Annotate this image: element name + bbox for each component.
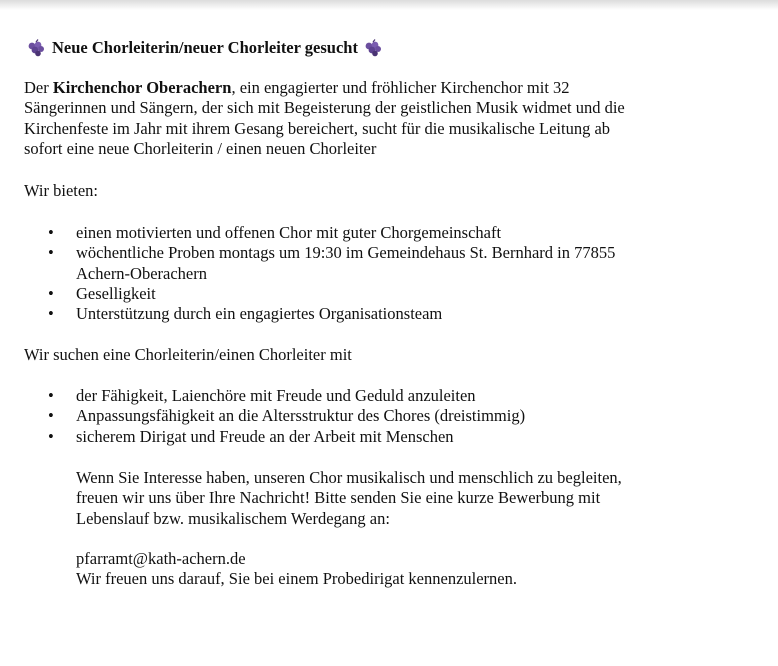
intro-line: Kirchenfeste im Jahr mit ihrem Gesang bereichert, sucht für die musikalische Leitung ab <box>24 118 611 138</box>
list-item <box>24 223 704 243</box>
list-item <box>24 304 704 324</box>
list-item-text: einen motivierten und offenen Chor mit guter Chorgemeinschaft <box>76 223 502 242</box>
closing-final: Wir freuen uns darauf, Sie bei einem Probedirigat kennenzulernen. <box>76 569 518 589</box>
seek-list <box>24 386 704 447</box>
bullet: • <box>48 426 54 446</box>
intro-line1-rest: , ein engagierter und fröhlicher Kirchenchor mit 32 <box>231 78 570 97</box>
bullet: • <box>48 406 54 426</box>
grape-icon <box>363 39 383 57</box>
list-item-text: sicherem Dirigat und Freude an der Arbeit mit Menschen <box>76 426 454 446</box>
choir-name: Kirchenchor Oberachern <box>52 78 232 97</box>
offer-heading: Wir bieten: <box>24 181 99 200</box>
seek-heading: Wir suchen eine Chorleiterin/einen Chorleiter mit <box>24 345 352 364</box>
list-item-text: Unterstützung durch ein engagiertes Organisationsteam <box>76 304 443 324</box>
intro-line: sofort eine neue Chorleiterin / einen neuen Chorleiter <box>24 138 377 158</box>
list-item-text: wöchentliche Proben montags um 19:30 im Gemeindehaus St. Bernhard in 77855 <box>76 243 616 263</box>
closing-line: Lebenslauf bzw. musikalischem Werdegang an: <box>76 508 390 528</box>
list-item-text: der Fähigkeit, Laienchöre mit Freude und Geduld anzuleiten <box>76 386 476 405</box>
closing-paragraph <box>76 468 716 529</box>
list-item-text: Anpassungsfähigkeit an die Altersstruktur des Chores (dreistimmig) <box>76 406 526 426</box>
list-item <box>24 284 704 304</box>
bullet: • <box>48 223 54 242</box>
closing-line: Wenn Sie Interesse haben, unseren Chor musikalisch und menschlich zu begleiten, <box>76 468 622 487</box>
grape-icon <box>26 39 46 57</box>
contact-email: pfarramt@kath-achern.de <box>76 549 246 568</box>
title-text: Neue Chorleiterin/neuer Chorleiter gesucht <box>52 38 358 57</box>
bullet: • <box>48 283 54 303</box>
list-item <box>24 243 704 284</box>
intro-prefix: Der <box>24 78 53 97</box>
page-title <box>26 38 383 58</box>
closing-line: freuen wir uns über Ihre Nachricht! Bitte senden Sie eine kurze Bewerbung mit <box>76 488 601 508</box>
contact-block <box>76 549 716 590</box>
list-item <box>24 386 704 406</box>
list-item-text: Geselligkeit <box>76 283 156 303</box>
intro-line: Sängerinnen und Sängern, der sich mit Begeisterung der geistlichen Musik widmet und die <box>24 98 625 118</box>
list-item <box>24 406 704 426</box>
intro-paragraph <box>24 78 724 159</box>
list-item <box>24 427 704 447</box>
list-item-text: Achern-Oberachern <box>76 263 208 283</box>
top-shadow <box>0 0 778 10</box>
bullet: • <box>48 386 54 405</box>
offer-list <box>24 223 704 324</box>
bullet: • <box>48 304 54 324</box>
bullet: • <box>48 243 54 263</box>
intro-line <box>24 78 724 98</box>
